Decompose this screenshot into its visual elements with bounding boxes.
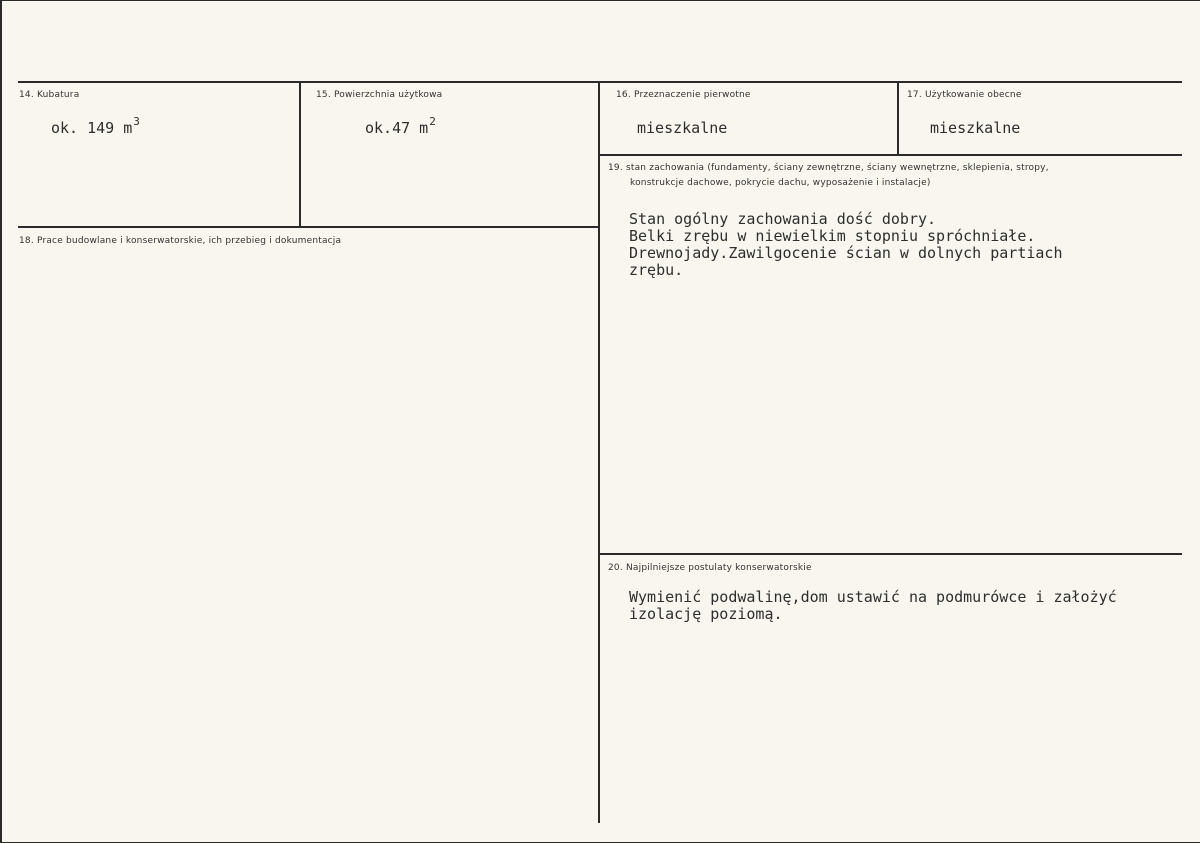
field-19-line: Stan ogólny zachowania dość dobry. [629, 210, 937, 228]
rule-above-20 [599, 553, 1182, 555]
field-18-label: 18. Prace budowlane i konserwatorskie, ich przebieg i dokumentacja [19, 236, 342, 246]
field-14-value [51, 115, 140, 137]
field-20-line: Wymienić podwalinę,dom ustawić na podmurówce i założyć [629, 588, 1117, 606]
field-17-label: 17. Użytkowanie obecne [907, 90, 1022, 100]
field-15-label: 15. Powierzchnia użytkowa [316, 90, 443, 100]
field-14-unit-exponent: 3 [133, 115, 140, 128]
field-19-label-line1: 19. stan zachowania (fundamenty, ściany zewnętrzne, ściany wewnętrzne, sklepienia, stropy, [608, 163, 1049, 173]
field-19-line: zrębu. [629, 261, 684, 279]
rule-below-14-15 [18, 226, 599, 228]
field-20-line: izolację poziomą. [629, 605, 783, 623]
center-divider [598, 82, 600, 823]
field-19-label-line2: konstrukcje dachowe, pokrycie dachu, wyposażenie i instalacje) [630, 178, 931, 188]
field-17-value: mieszkalne [930, 119, 1021, 137]
field-20-label: 20. Najpilniejsze postulaty konserwatorskie [608, 563, 812, 573]
field-16-value: mieszkalne [637, 119, 728, 137]
divider-14-15 [299, 82, 301, 227]
field-19-line: Drewnojady.Zawilgocenie ścian w dolnych partiach [629, 244, 1063, 262]
field-15-value [365, 115, 436, 137]
field-19-value [629, 211, 1062, 279]
divider-16-17 [897, 82, 899, 156]
field-20-value [629, 589, 1117, 623]
field-14-label: 14. Kubatura [19, 90, 80, 100]
field-19-line: Belki zrębu w niewielkim stopniu spróchniałe. [629, 227, 1036, 245]
field-14-value-text: ok. 149 m [51, 119, 133, 137]
top-rule [18, 81, 1182, 83]
rule-below-16-17 [599, 154, 1182, 156]
field-19-label [608, 161, 1178, 191]
field-15-value-text: ok.47 m [365, 119, 429, 137]
field-16-label: 16. Przeznaczenie pierwotne [616, 90, 751, 100]
field-15-unit-exponent: 2 [429, 115, 436, 128]
